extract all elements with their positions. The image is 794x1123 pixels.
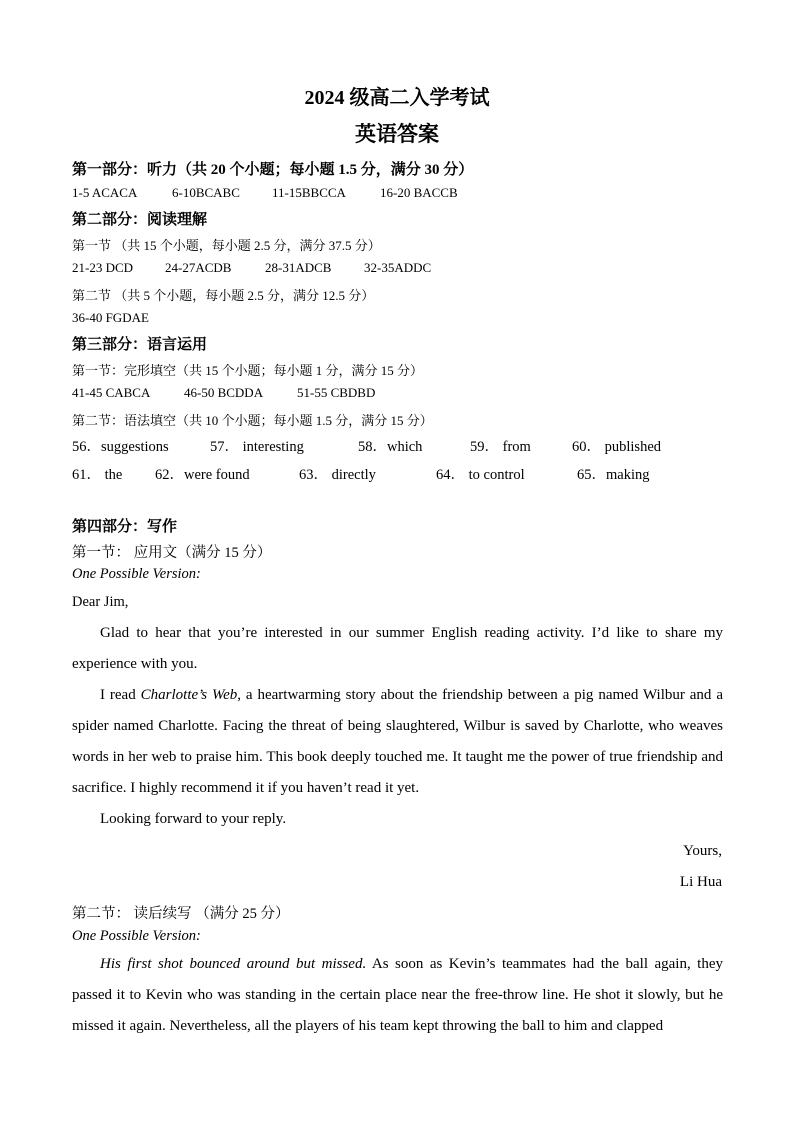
story-text: As soon as Kevin’s teammates had the ball again, they passed it to Kevin who was standing in the certain place near the free-throw line. He shot it slowly, but he missed it again. Nevertheless, all the players of his team kept throwing the ball to him and clapped [72,956,723,1034]
grammar-answers-row2 [72,463,650,484]
letter-paragraph-3: Looking forward to your reply. [100,811,287,827]
part4-heading: 第四部分：写作 [72,519,178,535]
answer-group: 32-35ADDC [364,260,432,275]
grammar-answer: 64． to control [436,467,525,483]
document-subtitle: 英语答案 [355,122,439,146]
part3-sec1-label: 第一节：完形填空（共 15 个小题；每小题 1 分，满分 15 分） [72,363,424,378]
grammar-answer: 58．which [358,439,423,455]
answer-group: 6-10BCABC [172,185,240,200]
part2-sec1-label: 第一节 （共 15 个小题，每小题 2.5 分，满分 37.5 分） [72,238,381,253]
part2-sec2-answers: 36-40 FGDAE [72,310,149,325]
answer-group: 16-20 BACCB [380,185,458,200]
letter-paragraph-1: Glad to hear that you’re interested in our summer English reading activity. I’d like to share my experience with you. [72,625,723,672]
grammar-answer: 62．were found [155,467,250,483]
grammar-answer: 61． the [72,467,123,483]
answer-group: 1-5 ACACA [72,185,138,200]
grammar-answers-row1 [72,435,661,456]
part1-heading: 第一部分：听力（共 20 个小题；每小题 1.5 分，满分 30 分） [72,162,474,178]
grammar-answer: 57． interesting [210,439,304,455]
part3-sec2-label: 第二节：语法填空（共 10 个小题；每小题 1.5 分，满分 15 分） [72,413,433,428]
answer-group: 21-23 DCD [72,260,134,275]
letter-signature: Li Hua [679,874,722,890]
grammar-answer: 60． published [572,439,662,455]
grammar-answer: 65．making [577,467,650,483]
answer-group: 11-15BBCCA [272,185,346,200]
part2-sec1-answers [72,260,431,276]
grammar-answer: 63． directly [299,467,376,483]
version-label-2: One Possible Version: [72,928,201,944]
version-label: One Possible Version: [72,566,201,582]
part2-sec2-label: 第二节 （共 5 个小题，每小题 2.5 分，满分 12.5 分） [72,288,375,303]
document-title: 2024 级高二入学考试 [304,87,490,109]
answer-group: 46-50 BCDDA [184,385,264,400]
answer-group: 41-45 CABCA [72,385,151,400]
part3-sec1-answers [72,385,375,401]
paragraph-text: , a heartwarming story about the friendship between a pig named Wilbur and a spider named Charlotte. Facing the threat of being slaughtered, Wilbur is saved by Charlotte, who weaves words in her web to praise him. This book deeply touched me. It taught me the power of true friendship and sacrifice. I highly recommend it if you haven’t read it yet. [72,687,723,796]
part1-answers [72,185,458,201]
book-title: Charlotte’s Web [140,687,238,703]
letter-closing: Yours, [683,843,722,859]
part2-heading: 第二部分：阅读理解 [72,212,208,228]
answer-group: 24-27ACDB [165,260,232,275]
letter-paragraph-2 [72,680,723,804]
part3-heading: 第三部分：语言运用 [72,337,208,353]
answer-group: 28-31ADCB [265,260,332,275]
part4-sec1-label: 第一节： 应用文（满分 15 分） [72,545,272,561]
grammar-answer: 56．suggestions [72,439,169,455]
part4-sec2-label: 第二节： 读后续写 （满分 25 分） [72,906,290,922]
story-opening: His first shot bounced around but missed. [100,956,367,972]
paragraph-text: I read [100,687,141,703]
story-paragraph [72,949,723,1042]
letter-greeting: Dear Jim, [72,594,129,610]
grammar-answer: 59． from [470,439,531,455]
answer-group: 51-55 CBDBD [297,385,376,400]
